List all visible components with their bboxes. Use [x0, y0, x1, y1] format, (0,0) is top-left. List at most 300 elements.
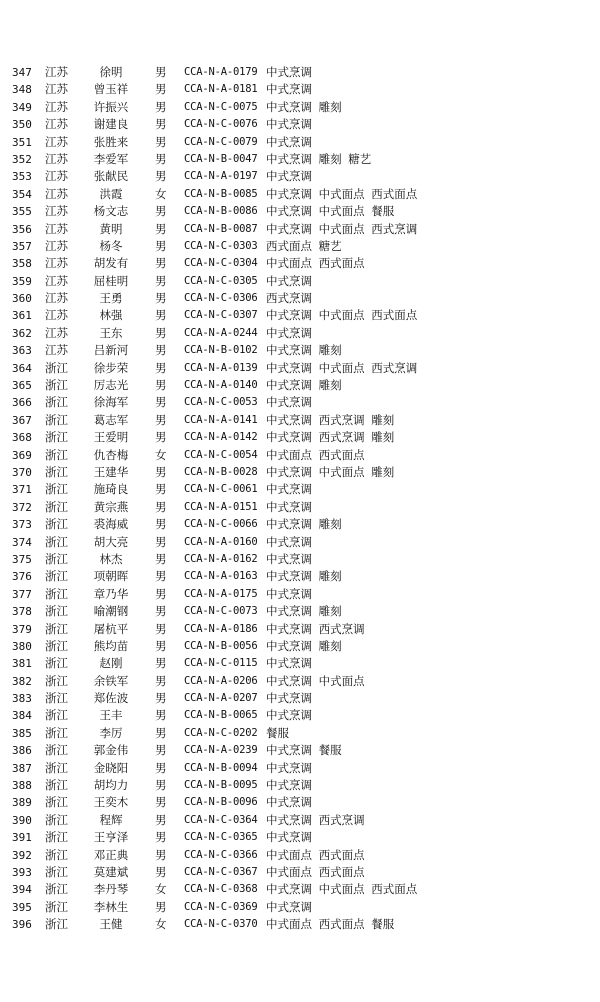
- table-row: [0, 568, 600, 585]
- gender: 男: [155, 899, 167, 914]
- row-number: 395: [12, 900, 32, 914]
- person-name: 吕新河: [93, 343, 129, 358]
- specialties: 中式烹调 雕刻: [266, 99, 342, 114]
- province: 浙江: [45, 708, 68, 723]
- gender: 女: [155, 917, 167, 932]
- province: 浙江: [45, 795, 68, 810]
- certificate-code: CCA-N-C-0066: [184, 518, 258, 531]
- person-name: 林杰: [99, 551, 123, 566]
- person-name: 王爱明: [93, 430, 129, 445]
- specialties: 中式烹调: [266, 551, 312, 566]
- table-row: [0, 134, 600, 151]
- province: 江苏: [45, 308, 68, 323]
- certificate-code: CCA-N-C-0073: [184, 605, 258, 618]
- table-row: [0, 742, 600, 759]
- specialties: 西式烹调: [266, 291, 312, 306]
- specialties: 中式面点 西式面点: [266, 447, 365, 462]
- certificate-code: CCA-N-A-0206: [184, 674, 258, 687]
- specialties: 中式烹调: [266, 273, 312, 288]
- row-number: 378: [12, 605, 32, 619]
- province: 浙江: [45, 551, 68, 566]
- gender: 男: [155, 743, 167, 758]
- person-name: 张献民: [93, 169, 129, 184]
- certificate-code: CCA-N-A-0141: [184, 413, 258, 426]
- specialties: 中式烹调 雕刻: [266, 604, 342, 619]
- specialties: 中式烹调: [266, 830, 312, 845]
- province: 浙江: [45, 743, 68, 758]
- row-number: 384: [12, 709, 32, 723]
- certificate-code: CCA-N-B-0086: [184, 205, 258, 218]
- gender: 男: [155, 117, 167, 132]
- registry-table: [0, 64, 600, 934]
- province: 江苏: [45, 204, 68, 219]
- person-name: 徐步荣: [93, 360, 129, 375]
- certificate-code: CCA-N-C-0202: [184, 726, 258, 739]
- specialties: 中式烹调 中式面点 雕刻: [266, 464, 395, 479]
- person-name: 余铁军: [93, 673, 129, 688]
- province: 浙江: [45, 638, 68, 653]
- row-number: 362: [12, 326, 32, 340]
- gender: 男: [155, 169, 167, 184]
- table-row: [0, 586, 600, 603]
- specialties: 中式烹调: [266, 82, 312, 97]
- person-name: 洪霞: [99, 186, 123, 201]
- province: 浙江: [45, 673, 68, 688]
- table-row: [0, 238, 600, 255]
- person-name: 胡均力: [93, 778, 129, 793]
- person-name: 李厉: [99, 725, 123, 740]
- gender: 女: [155, 447, 167, 462]
- table-row: [0, 307, 600, 324]
- table-row: [0, 377, 600, 394]
- person-name: 金晓阳: [93, 760, 129, 775]
- gender: 男: [155, 325, 167, 340]
- row-number: 390: [12, 813, 32, 827]
- gender: 男: [155, 99, 167, 114]
- person-name: 王建华: [93, 464, 129, 479]
- table-row: [0, 255, 600, 272]
- person-name: 邓正典: [93, 847, 129, 862]
- person-name: 屠杭平: [93, 621, 129, 636]
- table-row: [0, 847, 600, 864]
- specialties: 餐服: [266, 725, 289, 740]
- province: 浙江: [45, 812, 68, 827]
- province: 江苏: [45, 343, 68, 358]
- person-name: 厉志光: [93, 378, 129, 393]
- table-row: [0, 203, 600, 220]
- table-row: [0, 464, 600, 481]
- person-name: 王丰: [99, 708, 123, 723]
- row-number: 387: [12, 761, 32, 775]
- table-row: [0, 829, 600, 846]
- person-name: 黄明: [99, 221, 123, 236]
- row-number: 370: [12, 465, 32, 479]
- certificate-code: CCA-N-B-0085: [184, 187, 258, 200]
- certificate-code: CCA-N-C-0115: [184, 657, 258, 670]
- row-number: 360: [12, 292, 32, 306]
- person-name: 李林生: [93, 899, 129, 914]
- person-name: 章乃华: [93, 586, 129, 601]
- certificate-code: CCA-N-B-0096: [184, 796, 258, 809]
- person-name: 王健: [99, 917, 123, 932]
- specialties: 中式烹调 中式面点 西式面点: [266, 186, 418, 201]
- row-number: 363: [12, 344, 32, 358]
- row-number: 381: [12, 657, 32, 671]
- gender: 男: [155, 534, 167, 549]
- province: 江苏: [45, 134, 68, 149]
- gender: 男: [155, 569, 167, 584]
- gender: 男: [155, 847, 167, 862]
- row-number: 367: [12, 413, 32, 427]
- gender: 男: [155, 238, 167, 253]
- person-name: 王亨泽: [93, 830, 129, 845]
- gender: 男: [155, 586, 167, 601]
- specialties: 中式烹调: [266, 325, 312, 340]
- certificate-code: CCA-N-A-0239: [184, 744, 258, 757]
- row-number: 353: [12, 170, 32, 184]
- certificate-code: CCA-N-C-0364: [184, 813, 258, 826]
- province: 浙江: [45, 847, 68, 862]
- row-number: 392: [12, 848, 32, 862]
- gender: 男: [155, 760, 167, 775]
- person-name: 仇杏梅: [93, 447, 129, 462]
- row-number: 357: [12, 239, 32, 253]
- row-number: 356: [12, 222, 32, 236]
- person-name: 施琦良: [93, 482, 129, 497]
- province: 浙江: [45, 917, 68, 932]
- province: 江苏: [45, 325, 68, 340]
- table-row: [0, 290, 600, 307]
- certificate-code: CCA-N-A-0175: [184, 587, 258, 600]
- row-number: 371: [12, 483, 32, 497]
- row-number: 365: [12, 379, 32, 393]
- province: 浙江: [45, 499, 68, 514]
- gender: 女: [155, 186, 167, 201]
- row-number: 354: [12, 187, 32, 201]
- province: 浙江: [45, 412, 68, 427]
- table-row: [0, 360, 600, 377]
- gender: 男: [155, 360, 167, 375]
- specialties: 中式烹调: [266, 499, 312, 514]
- certificate-code: CCA-N-A-0151: [184, 500, 258, 513]
- row-number: 379: [12, 622, 32, 636]
- province: 浙江: [45, 360, 68, 375]
- table-row: [0, 151, 600, 168]
- certificate-code: CCA-N-B-0047: [184, 152, 258, 165]
- person-name: 曾玉祥: [93, 82, 129, 97]
- province: 浙江: [45, 604, 68, 619]
- certificate-code: CCA-N-A-0160: [184, 535, 258, 548]
- table-row: [0, 725, 600, 742]
- specialties: 中式烹调: [266, 656, 312, 671]
- specialties: 中式烹调: [266, 708, 312, 723]
- province: 浙江: [45, 691, 68, 706]
- row-number: 377: [12, 587, 32, 601]
- row-number: 351: [12, 135, 32, 149]
- gender: 男: [155, 517, 167, 532]
- province: 浙江: [45, 482, 68, 497]
- specialties: 中式面点 西式面点: [266, 864, 365, 879]
- table-row: [0, 499, 600, 516]
- gender: 男: [155, 464, 167, 479]
- row-number: 359: [12, 274, 32, 288]
- certificate-code: CCA-N-C-0075: [184, 100, 258, 113]
- certificate-code: CCA-N-B-0028: [184, 465, 258, 478]
- province: 江苏: [45, 117, 68, 132]
- person-name: 葛志军: [93, 412, 129, 427]
- gender: 男: [155, 134, 167, 149]
- specialties: 中式烹调 餐服: [266, 743, 342, 758]
- gender: 男: [155, 291, 167, 306]
- row-number: 391: [12, 831, 32, 845]
- table-row: [0, 673, 600, 690]
- row-number: 347: [12, 66, 32, 79]
- specialties: 中式烹调 中式面点 西式面点: [266, 882, 418, 897]
- specialties: 中式烹调 中式面点 西式面点: [266, 308, 418, 323]
- province: 浙江: [45, 378, 68, 393]
- specialties: 中式烹调: [266, 117, 312, 132]
- province: 江苏: [45, 291, 68, 306]
- person-name: 程辉: [99, 812, 123, 827]
- table-row: [0, 707, 600, 724]
- person-name: 许振兴: [93, 99, 129, 114]
- person-name: 李丹琴: [93, 882, 129, 897]
- specialties: 中式烹调 雕刻: [266, 569, 342, 584]
- specialties: 中式烹调 雕刻 糖艺: [266, 151, 372, 166]
- specialties: 中式烹调: [266, 778, 312, 793]
- gender: 男: [155, 812, 167, 827]
- row-number: 396: [12, 918, 32, 932]
- table-row: [0, 794, 600, 811]
- table-row: [0, 447, 600, 464]
- table-row: [0, 273, 600, 290]
- specialties: 中式烹调 西式烹调: [266, 621, 365, 636]
- certificate-code: CCA-N-A-0142: [184, 431, 258, 444]
- row-number: 368: [12, 431, 32, 445]
- person-name: 赵刚: [99, 656, 123, 671]
- person-name: 喻潮钢: [93, 604, 129, 619]
- province: 江苏: [45, 65, 68, 79]
- gender: 男: [155, 482, 167, 497]
- table-row: [0, 881, 600, 898]
- table-row: [0, 777, 600, 794]
- row-number: 355: [12, 205, 32, 219]
- row-number: 393: [12, 865, 32, 879]
- row-number: 388: [12, 779, 32, 793]
- specialties: 中式烹调: [266, 691, 312, 706]
- table-row: [0, 394, 600, 411]
- certificate-code: CCA-N-C-0365: [184, 831, 258, 844]
- table-row: [0, 516, 600, 533]
- gender: 男: [155, 65, 167, 79]
- table-row: [0, 621, 600, 638]
- table-row: [0, 551, 600, 568]
- gender: 男: [155, 725, 167, 740]
- table-row: [0, 481, 600, 498]
- certificate-code: CCA-N-A-0244: [184, 326, 258, 339]
- row-number: 364: [12, 361, 32, 375]
- certificate-code: CCA-N-C-0370: [184, 918, 258, 931]
- certificate-code: CCA-N-A-0179: [184, 66, 258, 78]
- gender: 男: [155, 273, 167, 288]
- gender: 男: [155, 604, 167, 619]
- table-row: [0, 534, 600, 551]
- province: 浙江: [45, 395, 68, 410]
- province: 江苏: [45, 186, 68, 201]
- certificate-code: CCA-N-B-0065: [184, 709, 258, 722]
- gender: 男: [155, 778, 167, 793]
- gender: 男: [155, 656, 167, 671]
- certificate-code: CCA-N-B-0095: [184, 779, 258, 792]
- gender: 男: [155, 395, 167, 410]
- specialties: 西式面点 糖艺: [266, 238, 342, 253]
- province: 浙江: [45, 534, 68, 549]
- specialties: 中式烹调 中式面点: [266, 673, 365, 688]
- gender: 男: [155, 204, 167, 219]
- specialties: 中式烹调: [266, 169, 312, 184]
- row-number: 380: [12, 639, 32, 653]
- certificate-code: CCA-N-C-0307: [184, 309, 258, 322]
- row-number: 374: [12, 535, 32, 549]
- row-number: 375: [12, 552, 32, 566]
- gender: 男: [155, 82, 167, 97]
- certificate-code: CCA-N-C-0061: [184, 483, 258, 496]
- certificate-code: CCA-N-B-0102: [184, 344, 258, 357]
- gender: 男: [155, 691, 167, 706]
- specialties: 中式烹调: [266, 586, 312, 601]
- person-name: 王勇: [99, 291, 123, 306]
- gender: 男: [155, 795, 167, 810]
- specialties: 中式烹调 雕刻: [266, 343, 342, 358]
- certificate-code: CCA-N-C-0304: [184, 257, 258, 270]
- specialties: 中式烹调: [266, 795, 312, 810]
- province: 浙江: [45, 830, 68, 845]
- specialties: 中式面点 西式面点: [266, 256, 365, 271]
- row-number: 373: [12, 518, 32, 532]
- specialties: 中式烹调: [266, 395, 312, 410]
- gender: 男: [155, 864, 167, 879]
- province: 浙江: [45, 586, 68, 601]
- certificate-code: CCA-N-A-0163: [184, 570, 258, 583]
- row-number: 389: [12, 796, 32, 810]
- province: 江苏: [45, 151, 68, 166]
- specialties: 中式烹调: [266, 482, 312, 497]
- table-row: [0, 412, 600, 429]
- person-name: 李爱军: [93, 151, 129, 166]
- person-name: 裘海威: [93, 517, 129, 532]
- gender: 男: [155, 638, 167, 653]
- province: 江苏: [45, 221, 68, 236]
- province: 江苏: [45, 99, 68, 114]
- province: 浙江: [45, 760, 68, 775]
- specialties: 中式烹调: [266, 65, 312, 79]
- row-number: 366: [12, 396, 32, 410]
- certificate-code: CCA-N-A-0197: [184, 170, 258, 183]
- table-row: [0, 690, 600, 707]
- table-row: [0, 168, 600, 185]
- province: 浙江: [45, 517, 68, 532]
- row-number: 383: [12, 692, 32, 706]
- table-row: [0, 221, 600, 238]
- person-name: 杨文志: [93, 204, 129, 219]
- person-name: 郑佐波: [93, 691, 129, 706]
- province: 江苏: [45, 273, 68, 288]
- row-number: 385: [12, 726, 32, 740]
- gender: 男: [155, 551, 167, 566]
- certificate-code: CCA-N-A-0207: [184, 692, 258, 705]
- row-number: 361: [12, 309, 32, 323]
- specialties: 中式烹调 中式面点 西式烹调: [266, 360, 418, 375]
- province: 浙江: [45, 882, 68, 897]
- person-name: 张胜来: [93, 134, 129, 149]
- gender: 男: [155, 221, 167, 236]
- specialties: 中式面点 西式面点: [266, 847, 365, 862]
- province: 浙江: [45, 621, 68, 636]
- person-name: 林强: [99, 308, 123, 323]
- table-row: [0, 916, 600, 933]
- certificate-code: CCA-N-C-0303: [184, 239, 258, 252]
- province: 浙江: [45, 569, 68, 584]
- certificate-code: CCA-N-C-0076: [184, 118, 258, 131]
- province: 浙江: [45, 725, 68, 740]
- gender: 男: [155, 430, 167, 445]
- table-row: [0, 342, 600, 359]
- certificate-code: CCA-N-A-0162: [184, 552, 258, 565]
- gender: 男: [155, 621, 167, 636]
- specialties: 中式烹调: [266, 760, 312, 775]
- person-name: 熊均苗: [93, 638, 129, 653]
- person-name: 王奕木: [93, 795, 129, 810]
- province: 江苏: [45, 238, 68, 253]
- specialties: 中式烹调 雕刻: [266, 378, 342, 393]
- person-name: 黄宗燕: [93, 499, 129, 514]
- province: 江苏: [45, 256, 68, 271]
- specialties: 中式烹调: [266, 899, 312, 914]
- certificate-code: CCA-N-C-0368: [184, 883, 258, 896]
- certificate-code: CCA-N-A-0139: [184, 361, 258, 374]
- certificate-code: CCA-N-A-0186: [184, 622, 258, 635]
- certificate-code: CCA-N-C-0079: [184, 135, 258, 148]
- person-name: 莫建斌: [93, 864, 129, 879]
- specialties: 中式烹调 雕刻: [266, 638, 342, 653]
- table-row: [0, 603, 600, 620]
- person-name: 王东: [99, 325, 123, 340]
- table-row: [0, 899, 600, 916]
- row-number: 372: [12, 500, 32, 514]
- person-name: 屈桂明: [93, 273, 129, 288]
- table-row: [0, 760, 600, 777]
- row-number: 358: [12, 257, 32, 271]
- specialties: 中式烹调 西式烹调 雕刻: [266, 412, 395, 427]
- gender: 男: [155, 412, 167, 427]
- gender: 男: [155, 830, 167, 845]
- row-number: 350: [12, 118, 32, 132]
- certificate-code: CCA-N-C-0305: [184, 274, 258, 287]
- gender: 男: [155, 343, 167, 358]
- gender: 男: [155, 308, 167, 323]
- specialties: 中式烹调 西式烹调 雕刻: [266, 430, 395, 445]
- table-row: [0, 116, 600, 133]
- gender: 男: [155, 673, 167, 688]
- person-name: 徐海军: [93, 395, 129, 410]
- table-row: [0, 655, 600, 672]
- gender: 男: [155, 256, 167, 271]
- gender: 男: [155, 708, 167, 723]
- table-row: [0, 186, 600, 203]
- gender: 男: [155, 378, 167, 393]
- province: 浙江: [45, 430, 68, 445]
- certificate-code: CCA-N-C-0306: [184, 292, 258, 305]
